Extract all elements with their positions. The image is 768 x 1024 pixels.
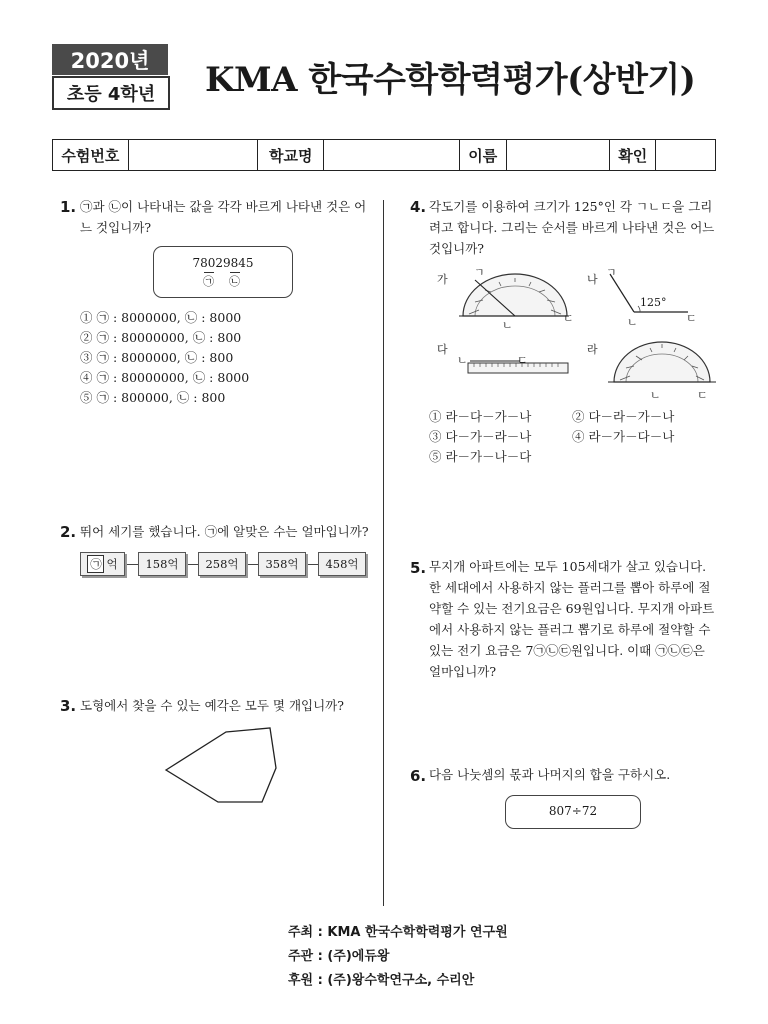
q2-text: 뛰어 세기를 했습니다. ㉠에 알맞은 수는 얼마입니까? (80, 524, 369, 539)
school-field[interactable] (324, 140, 460, 170)
q4-na-point-d: ㄷ (686, 312, 697, 325)
q4-panel-ra-label: 라 (587, 343, 598, 356)
q1-number-box (153, 246, 293, 298)
footer-host: 주최 : KMA 한국수학학력평가 연구원 (288, 925, 508, 940)
footer-organizer: 주관 : (주)에듀왕 (288, 949, 390, 964)
q1-number: 1. (60, 198, 77, 216)
q4-text: 각도기를 이용하여 크기가 125°인 각 ㄱㄴㄷ을 그리려고 합니다. 그리는 순서를 바르게 나타낸 것은 어느 것입니까? (429, 199, 715, 256)
q1-choice-2[interactable]: ② ㉠ : 80000000, ㉡ : 800 (80, 330, 242, 345)
q3-text: 도형에서 찾을 수 있는 예각은 모두 몇 개입니까? (80, 698, 344, 713)
exam-number-field[interactable] (129, 140, 259, 170)
q6-number: 6. (410, 767, 427, 785)
grade-badge: 초등 4학년 (52, 76, 170, 110)
q2-connector-2 (188, 564, 198, 565)
q4-choice-5[interactable]: ⑤ 라－가－나－다 (429, 449, 532, 464)
q1-choice-5[interactable]: ⑤ ㉠ : 800000, ㉡ : 800 (80, 390, 226, 405)
q4-na-point-g: ㄱ (606, 266, 617, 279)
q2-seq-2: 258억 (198, 552, 246, 576)
column-divider (383, 200, 384, 906)
q4-ga-point-n: ㄴ (502, 319, 513, 332)
q4-na-point-n: ㄴ (627, 316, 638, 329)
footer-sponsor: 후원 : (주)왕수학연구소, 수리안 (288, 973, 475, 988)
q4-ga-point-g: ㄱ (474, 266, 485, 279)
q2-blank-box (80, 552, 125, 576)
page-title: KMA 한국수학학력평가(상반기) (205, 60, 696, 100)
q4-number: 4. (410, 198, 427, 216)
q4-panel-ga-label: 가 (437, 273, 448, 286)
exam-number-label: 수험번호 (53, 140, 129, 170)
q4-ga-point-d: ㄷ (563, 312, 574, 325)
q4-ra-point-d: ㄷ (697, 389, 708, 402)
q2-seq-1: 158억 (138, 552, 186, 576)
q4-panel-da-label: 다 (437, 343, 448, 356)
q4-panel-na-label: 나 (587, 273, 598, 286)
confirm-field[interactable] (656, 140, 715, 170)
q4-ra-point-n: ㄴ (650, 389, 661, 402)
q2-connector-4 (308, 564, 318, 565)
year-badge: 2020년 (52, 44, 168, 75)
q4-panel-ga-protractor (455, 266, 575, 328)
name-label: 이름 (460, 140, 507, 170)
q1-mark-a: ㉠ (203, 275, 214, 288)
q4-da-point-n: ㄴ (457, 354, 468, 367)
q4-da-point-d: ㄷ (517, 354, 528, 367)
school-label: 학교명 (258, 140, 324, 170)
q2-blank-suffix: 억 (106, 557, 118, 571)
q4-choice-4[interactable]: ④ 라－가－다－나 (572, 429, 675, 444)
confirm-label: 확인 (610, 140, 656, 170)
q1-choice-3[interactable]: ③ ㉠ : 8000000, ㉡ : 800 (80, 350, 234, 365)
q3-polygon-figure (160, 722, 300, 812)
q3-polygon (166, 728, 276, 802)
q1-choice-4[interactable]: ④ ㉠ : 80000000, ㉡ : 8000 (80, 370, 250, 385)
q4-panel-ra-protractor (608, 338, 718, 390)
candidate-info-table (52, 139, 716, 171)
q1-choices (80, 308, 249, 408)
q2-seq-4: 458억 (318, 552, 366, 576)
q4-choice-3[interactable]: ③ 다－가－라－나 (429, 429, 532, 444)
q1-text: ㉠과 ㉡이 나타내는 값을 각각 바르게 나타낸 것은 어느 것입니까? (80, 199, 367, 235)
q1-choice-1[interactable]: ① ㉠ : 8000000, ㉡ : 8000 (80, 310, 242, 325)
q6-expression: 807÷72 (548, 804, 598, 818)
q2-blank-mark: ㉠ (87, 555, 104, 573)
q2-connector-1 (127, 564, 138, 565)
q2-connector-3 (248, 564, 258, 565)
q5-number: 5. (410, 559, 427, 577)
q2-seq-3: 358억 (258, 552, 306, 576)
q1-mark-b: ㉡ (229, 275, 240, 288)
q3-number: 3. (60, 697, 77, 715)
q4-choice-1[interactable]: ① 라－다－가－나 (429, 409, 532, 424)
q2-number: 2. (60, 523, 77, 541)
q4-na-angle-label: 125° (640, 296, 667, 309)
q4-choice-2[interactable]: ② 다－라－가－나 (572, 409, 675, 424)
q6-text: 다음 나눗셈의 몫과 나머지의 합을 구하시오. (429, 767, 671, 782)
name-field[interactable] (507, 140, 611, 170)
q5-text: 무지개 아파트에는 모두 105세대가 살고 있습니다. 한 세대에서 사용하지 않는 플러그를 뽑아 하루에 절약할 수 있는 전기요금은 69원입니다. 무지개 아파트에서 사용하지 않는 플러그 뽑기로 하루에 절약할 수 있는 전기 요금은 7㉠㉡㉢원입니다. 이때 ㉠㉡㉢은 얼마입니까? (429, 559, 715, 679)
q1-value: 78029845 (192, 256, 254, 270)
q6-expression-box (505, 795, 641, 829)
